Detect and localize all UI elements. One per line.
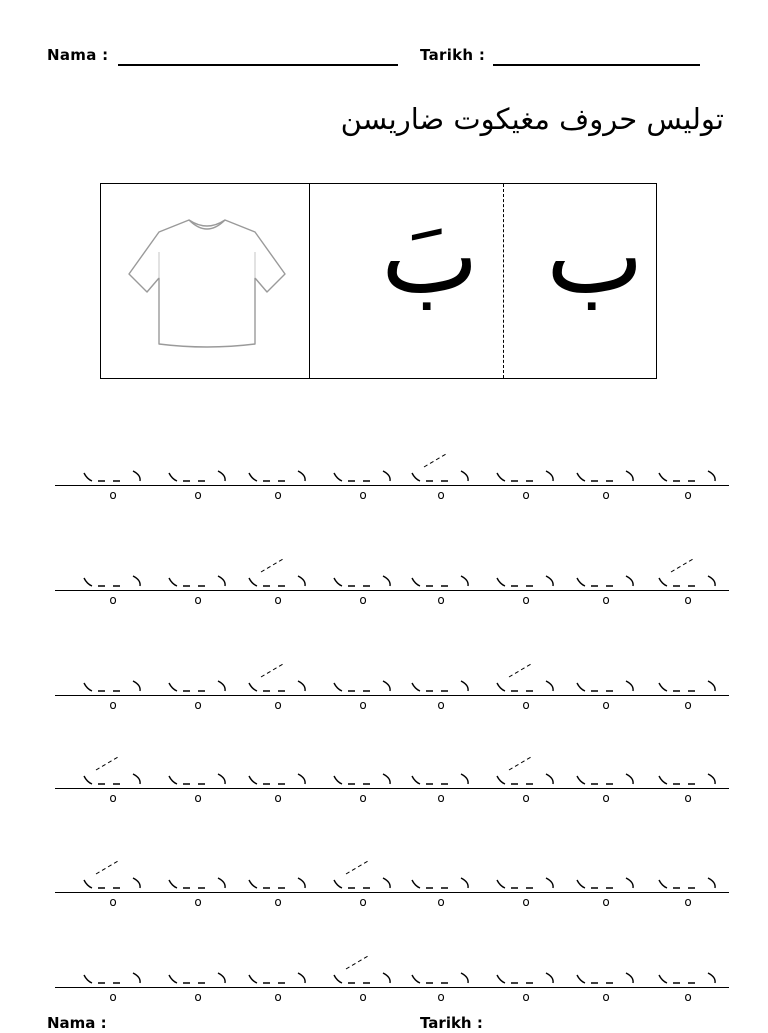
trace-letter-cell[interactable]: [653, 953, 723, 1013]
trace-dot-label: o: [359, 488, 367, 502]
dotted-ba-icon: [328, 754, 398, 794]
trace-letter-cell[interactable]: [243, 451, 313, 511]
dotted-ba-icon: [653, 451, 723, 491]
trace-letter-cell[interactable]: [78, 661, 148, 721]
trace-letter-cell[interactable]: [406, 451, 476, 511]
card-dashed-divider: [503, 184, 504, 378]
trace-letter-cell[interactable]: [571, 556, 641, 616]
dotted-ba-icon: [653, 754, 723, 794]
dotted-ba-icon: [243, 754, 313, 794]
trace-dot-label: o: [522, 593, 530, 607]
trace-letter-cell[interactable]: [491, 754, 561, 814]
trace-letter-cell[interactable]: [406, 754, 476, 814]
trace-dot-label: o: [684, 698, 692, 712]
dotted-ba-icon: [163, 661, 233, 701]
trace-dot-label: o: [194, 488, 202, 502]
trace-dot-label: o: [522, 791, 530, 805]
trace-dot-label: o: [274, 488, 282, 502]
trace-letter-cell[interactable]: [163, 556, 233, 616]
dotted-ba-icon: [78, 556, 148, 596]
dotted-ba-icon: [163, 754, 233, 794]
trace-letter-cell[interactable]: [328, 661, 398, 721]
dotted-ba-icon: [571, 661, 641, 701]
tracing-row: [0, 556, 768, 636]
dotted-ba-icon: [163, 556, 233, 596]
trace-letter-cell[interactable]: [328, 953, 398, 1013]
trace-letter-cell[interactable]: [78, 556, 148, 616]
trace-dot-label: o: [684, 990, 692, 1004]
worksheet-title: توليس حروف مغيكوت ضاريسن: [340, 102, 724, 136]
trace-dot-label: o: [522, 990, 530, 1004]
trace-letter-cell[interactable]: [78, 754, 148, 814]
letter-card: [100, 183, 657, 379]
dotted-ba-icon: [571, 858, 641, 898]
name-label: Nama :: [47, 46, 109, 64]
dotted-ba-fatha-icon: [78, 754, 148, 794]
trace-letter-cell[interactable]: [163, 451, 233, 511]
trace-dot-label: o: [522, 698, 530, 712]
trace-letter-cell[interactable]: [78, 451, 148, 511]
trace-dot-label: o: [109, 698, 117, 712]
dotted-ba-icon: [243, 858, 313, 898]
dotted-ba-icon: [328, 661, 398, 701]
name-blank-line[interactable]: [118, 64, 398, 66]
dotted-ba-icon: [243, 451, 313, 491]
trace-letter-cell[interactable]: [571, 661, 641, 721]
dotted-ba-icon: [653, 661, 723, 701]
trace-dot-label: o: [194, 791, 202, 805]
dotted-ba-icon: [406, 556, 476, 596]
trace-dot-label: o: [194, 593, 202, 607]
trace-letter-cell[interactable]: [571, 953, 641, 1013]
dotted-ba-fatha-icon: [328, 858, 398, 898]
dotted-ba-icon: [78, 661, 148, 701]
dotted-ba-icon: [491, 953, 561, 993]
trace-letter-cell[interactable]: [163, 858, 233, 918]
dotted-ba-fatha-icon: [328, 953, 398, 993]
trace-dot-label: o: [274, 990, 282, 1004]
tracing-row: [0, 661, 768, 741]
trace-letter-cell[interactable]: [491, 858, 561, 918]
trace-letter-cell[interactable]: [163, 754, 233, 814]
trace-dot-label: o: [359, 791, 367, 805]
trace-letter-cell[interactable]: [328, 858, 398, 918]
trace-letter-cell[interactable]: [491, 556, 561, 616]
date-blank-line[interactable]: [493, 64, 700, 66]
dotted-ba-icon: [491, 858, 561, 898]
trace-dot-label: o: [274, 698, 282, 712]
dotted-ba-icon: [243, 953, 313, 993]
trace-dot-label: o: [437, 698, 445, 712]
tracing-row: [0, 858, 768, 938]
dotted-ba-icon: [163, 953, 233, 993]
trace-letter-cell[interactable]: [243, 754, 313, 814]
trace-dot-label: o: [522, 488, 530, 502]
dotted-ba-icon: [328, 451, 398, 491]
dotted-ba-icon: [491, 556, 561, 596]
trace-letter-cell[interactable]: [406, 858, 476, 918]
trace-letter-cell[interactable]: [653, 451, 723, 511]
tshirt-icon: [127, 212, 287, 352]
tracing-row: [0, 451, 768, 531]
trace-letter-cell[interactable]: [78, 953, 148, 1013]
trace-letter-cell[interactable]: [406, 661, 476, 721]
trace-dot-label: o: [194, 698, 202, 712]
trace-letter-cell[interactable]: [653, 754, 723, 814]
dotted-ba-icon: [163, 451, 233, 491]
trace-dot-label: o: [437, 593, 445, 607]
dotted-ba-icon: [571, 953, 641, 993]
tracing-row: [0, 953, 768, 1033]
trace-letter-cell[interactable]: [571, 451, 641, 511]
trace-letter-cell[interactable]: [491, 451, 561, 511]
trace-dot-label: o: [109, 593, 117, 607]
letter-ba: ب: [546, 195, 644, 317]
footer-date-label: Tarikh :: [420, 1014, 483, 1032]
trace-dot-label: o: [602, 895, 610, 909]
dotted-ba-icon: [163, 858, 233, 898]
trace-letter-cell[interactable]: [491, 953, 561, 1013]
trace-letter-cell[interactable]: [653, 661, 723, 721]
trace-letter-cell[interactable]: [243, 953, 313, 1013]
dotted-ba-fatha-icon: [491, 661, 561, 701]
dotted-ba-fatha-icon: [653, 556, 723, 596]
trace-dot-label: o: [359, 593, 367, 607]
trace-dot-label: o: [684, 791, 692, 805]
dotted-ba-fatha-icon: [491, 754, 561, 794]
trace-dot-label: o: [684, 895, 692, 909]
trace-dot-label: o: [359, 895, 367, 909]
trace-dot-label: o: [437, 990, 445, 1004]
trace-dot-label: o: [437, 791, 445, 805]
dotted-ba-fatha-icon: [243, 556, 313, 596]
dotted-ba-icon: [78, 953, 148, 993]
trace-dot-label: o: [437, 488, 445, 502]
trace-dot-label: o: [522, 895, 530, 909]
dotted-ba-icon: [653, 858, 723, 898]
trace-letter-cell[interactable]: [243, 858, 313, 918]
trace-letter-cell[interactable]: [163, 953, 233, 1013]
dotted-ba-fatha-icon: [78, 858, 148, 898]
dotted-ba-icon: [406, 858, 476, 898]
trace-letter-cell[interactable]: [243, 556, 313, 616]
dotted-ba-fatha-icon: [243, 661, 313, 701]
trace-dot-label: o: [109, 791, 117, 805]
trace-dot-label: o: [602, 488, 610, 502]
dotted-ba-icon: [571, 451, 641, 491]
trace-dot-label: o: [602, 698, 610, 712]
trace-letter-cell[interactable]: [328, 754, 398, 814]
dotted-ba-icon: [406, 661, 476, 701]
footer-name-label: Nama :: [47, 1014, 107, 1032]
trace-dot-label: o: [109, 488, 117, 502]
trace-letter-cell[interactable]: [491, 661, 561, 721]
trace-dot-label: o: [194, 895, 202, 909]
dotted-ba-icon: [78, 451, 148, 491]
trace-dot-label: o: [359, 698, 367, 712]
card-divider: [309, 184, 310, 378]
trace-letter-cell[interactable]: [78, 858, 148, 918]
trace-dot-label: o: [274, 593, 282, 607]
dotted-ba-icon: [328, 556, 398, 596]
trace-dot-label: o: [684, 488, 692, 502]
trace-dot-label: o: [602, 791, 610, 805]
trace-dot-label: o: [602, 593, 610, 607]
trace-dot-label: o: [437, 895, 445, 909]
dotted-ba-icon: [571, 754, 641, 794]
trace-letter-cell[interactable]: [243, 661, 313, 721]
date-label: Tarikh :: [420, 46, 486, 64]
trace-letter-cell[interactable]: [406, 953, 476, 1013]
dotted-ba-icon: [406, 953, 476, 993]
trace-dot-label: o: [109, 990, 117, 1004]
trace-dot-label: o: [684, 593, 692, 607]
trace-letter-cell[interactable]: [571, 754, 641, 814]
dotted-ba-icon: [653, 953, 723, 993]
trace-letter-cell[interactable]: [328, 451, 398, 511]
dotted-ba-icon: [406, 754, 476, 794]
trace-letter-cell[interactable]: [328, 556, 398, 616]
trace-dot-label: o: [109, 895, 117, 909]
trace-letter-cell[interactable]: [653, 556, 723, 616]
trace-dot-label: o: [359, 990, 367, 1004]
trace-dot-label: o: [194, 990, 202, 1004]
trace-letter-cell[interactable]: [571, 858, 641, 918]
letter-ba-fatha: بَ: [381, 195, 479, 317]
tracing-row: [0, 754, 768, 834]
trace-letter-cell[interactable]: [163, 661, 233, 721]
trace-dot-label: o: [602, 990, 610, 1004]
dotted-ba-icon: [571, 556, 641, 596]
trace-letter-cell[interactable]: [406, 556, 476, 616]
trace-letter-cell[interactable]: [653, 858, 723, 918]
trace-dot-label: o: [274, 791, 282, 805]
dotted-ba-fatha-icon: [406, 451, 476, 491]
trace-dot-label: o: [274, 895, 282, 909]
dotted-ba-icon: [491, 451, 561, 491]
